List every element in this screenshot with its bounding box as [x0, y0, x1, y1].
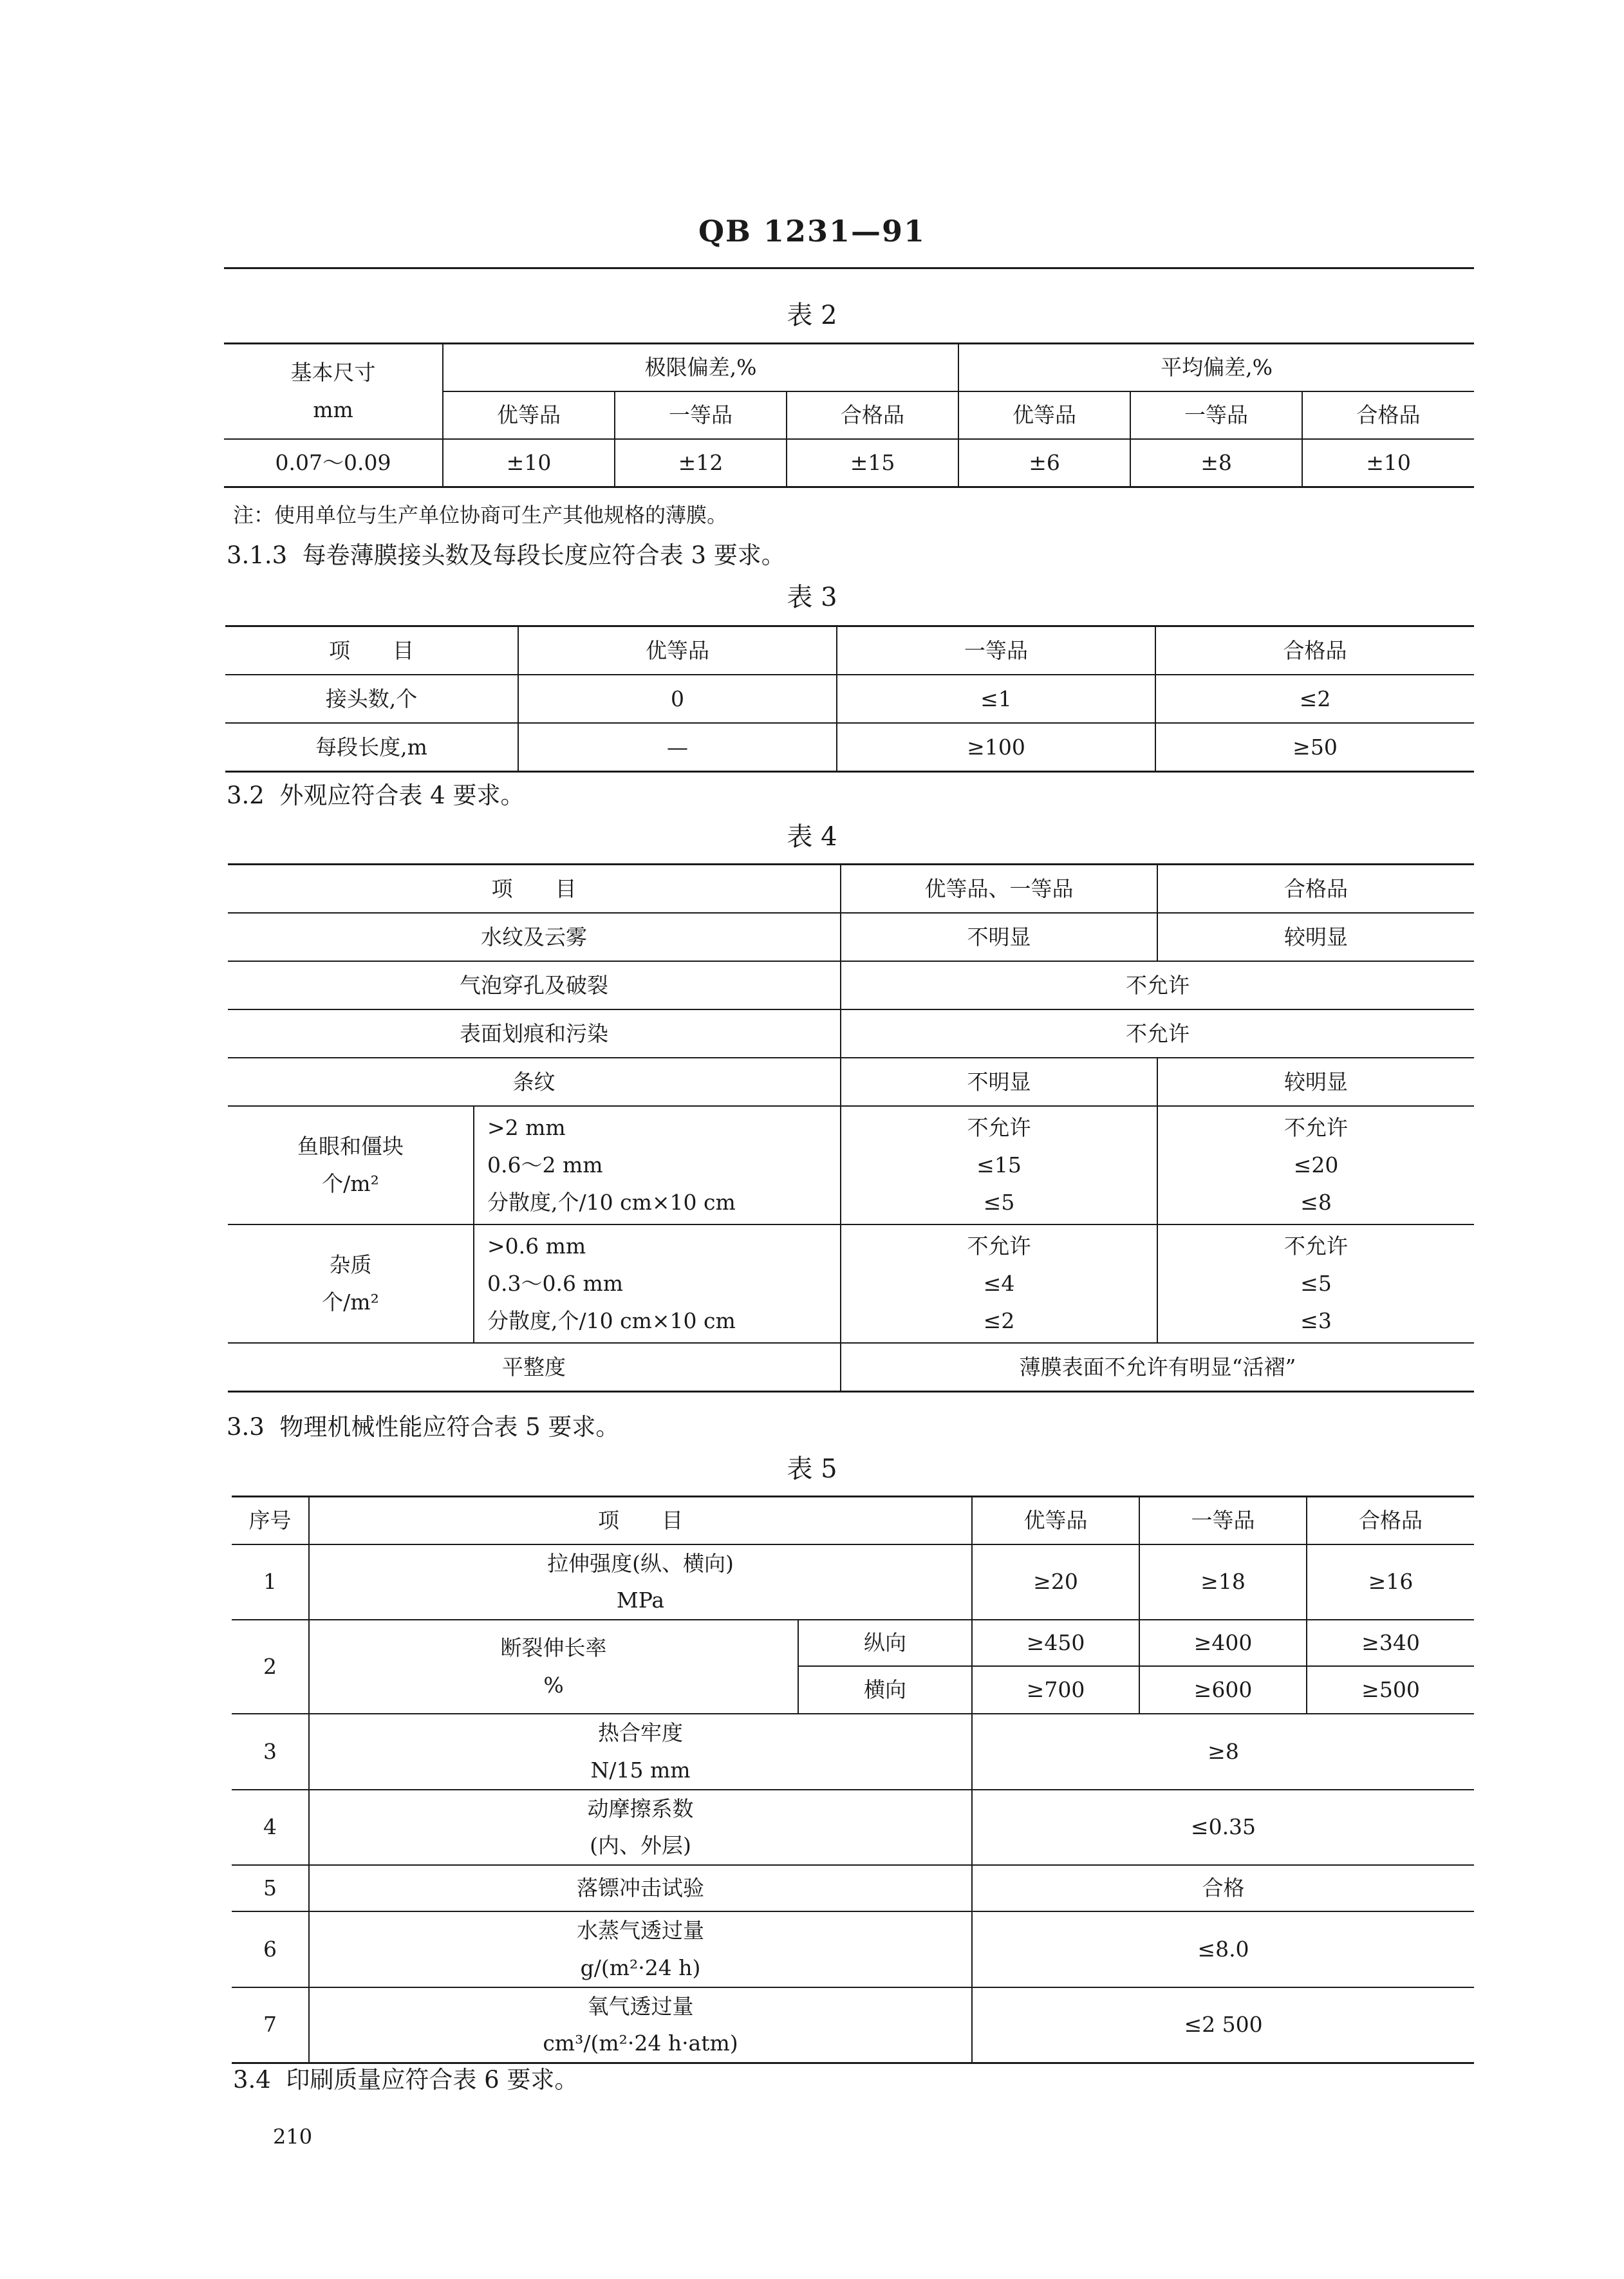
row-number: 6: [232, 1911, 309, 1987]
table-row: [224, 439, 1474, 487]
table2-avg-header: 平均偏差,%: [958, 344, 1474, 392]
table4-impurity-label: [228, 1224, 474, 1343]
row-number: 4: [232, 1790, 309, 1866]
value: 不允许: [1284, 1233, 1348, 1259]
table5-direction: 横向: [798, 1666, 972, 1714]
table4-header-grade: 优等品、一等品: [841, 865, 1157, 914]
item-name: 水蒸气透过量: [577, 1918, 704, 1943]
table3-cell: 每段长度,m: [225, 723, 518, 772]
item-unit: cm³/(m²·24 h·atm): [543, 2030, 738, 2056]
table2-grade-header: 优等品: [958, 391, 1130, 439]
section-number: 3.4: [233, 2066, 271, 2094]
table2: [224, 342, 1474, 488]
table3-header-grade: 一等品: [837, 626, 1155, 675]
section-text: 每卷薄膜接头数及每段长度应符合表 3 要求。: [302, 541, 785, 569]
item-unit: N/15 mm: [590, 1757, 691, 1783]
table2-value-cell: ±10: [1302, 439, 1474, 487]
table2-value-cell: ±6: [958, 439, 1130, 487]
table4-item: 气泡穿孔及破裂: [228, 961, 841, 1009]
table5-value: ≥8: [972, 1714, 1474, 1790]
table3-cell: —: [518, 723, 837, 772]
row-number: 7: [232, 1987, 309, 2063]
table-row: [225, 675, 1474, 723]
table3-caption: 表 3: [787, 583, 837, 612]
table-row: [228, 1343, 1474, 1392]
table-row: [228, 1224, 1474, 1343]
table5-value: ≥18: [1139, 1544, 1307, 1620]
table-row: [232, 1911, 1474, 1987]
section-text: 印刷质量应符合表 6 要求。: [286, 2066, 579, 2094]
table-row: [232, 1865, 1474, 1911]
table3-cell: 0: [518, 675, 837, 723]
subitem: 0.6～2 mm: [487, 1152, 603, 1178]
value: ≤8: [1300, 1189, 1332, 1215]
item-name: 拉伸强度(纵、横向): [547, 1550, 734, 1576]
table2-grade-header: 一等品: [1130, 391, 1302, 439]
table5-value: ≤8.0: [972, 1911, 1474, 1987]
table3: [225, 625, 1474, 773]
page-number: 210: [273, 2124, 313, 2149]
table3-header-grade: 优等品: [518, 626, 837, 675]
table4-cell: 不允许: [841, 1009, 1474, 1058]
row-number: 3: [232, 1714, 309, 1790]
standard-code: QB 1231—91: [698, 214, 926, 249]
table4-caption: 表 4: [787, 822, 837, 852]
table5-item: [309, 1987, 972, 2063]
table4-cell: 不允许: [841, 961, 1474, 1009]
table2-note: 注：使用单位与生产单位协商可生产其他规格的薄膜。: [233, 503, 728, 527]
table4-impurity-grade-b: [1157, 1224, 1474, 1343]
header-rule: [224, 267, 1474, 269]
table-row: [232, 1714, 1474, 1790]
table3-cell: ≤2: [1155, 675, 1474, 723]
section-3-1-3: [227, 536, 785, 570]
table-row: [228, 913, 1474, 961]
table5-value: ≥340: [1307, 1620, 1474, 1666]
table5-value: ≤2 500: [972, 1987, 1474, 2063]
table2-limit-header: 极限偏差,%: [443, 344, 958, 392]
table4-cell: 薄膜表面不允许有明显“活褶”: [841, 1343, 1474, 1392]
table5-header-no: 序号: [232, 1497, 309, 1544]
row-number: 1: [232, 1544, 309, 1620]
table2-value-cell: ±15: [787, 439, 958, 487]
section-3-2: [227, 776, 524, 811]
table3-cell: ≥50: [1155, 723, 1474, 772]
subitem: >2 mm: [487, 1115, 566, 1141]
table4-item: 条纹: [228, 1058, 841, 1106]
section-3-3: [227, 1407, 619, 1442]
table4-fisheye-grade-b: [1157, 1106, 1474, 1224]
table5-header-grade: 优等品: [972, 1497, 1139, 1544]
item-name: 热合牢度: [598, 1720, 683, 1745]
table4-item: 平整度: [228, 1343, 841, 1392]
table4-cell: 不明显: [841, 913, 1157, 961]
value: ≤4: [983, 1271, 1015, 1297]
table2-size-cell: 0.07～0.09: [224, 439, 443, 487]
table5-value: ≥20: [972, 1544, 1139, 1620]
value: ≤15: [976, 1152, 1022, 1178]
value: ≤2: [983, 1308, 1015, 1333]
table5-item: [309, 1544, 972, 1620]
table4-header-grade: 合格品: [1157, 865, 1474, 914]
table4-cell: 较明显: [1157, 1058, 1474, 1106]
table5-value: ≥500: [1307, 1666, 1474, 1714]
row-number: 5: [232, 1865, 309, 1911]
value: 不允许: [1284, 1115, 1348, 1141]
subitem: >0.6 mm: [487, 1233, 586, 1259]
table4-fisheye-subitems: [474, 1106, 841, 1224]
table4-cell: 不明显: [841, 1058, 1157, 1106]
table5-value: ≥600: [1139, 1666, 1307, 1714]
section-text: 外观应符合表 4 要求。: [279, 782, 525, 809]
table5-header-grade: 一等品: [1139, 1497, 1307, 1544]
value: 不允许: [967, 1115, 1031, 1141]
table2-base-size-unit: mm: [313, 397, 353, 422]
table2-value-cell: ±12: [615, 439, 787, 487]
section-number: 3.2: [227, 782, 265, 809]
item-unit: MPa: [616, 1588, 665, 1613]
table5-item: [309, 1714, 972, 1790]
table5-item: [309, 1620, 798, 1714]
value: ≤20: [1293, 1152, 1339, 1178]
table4-impurity-grade-a: [841, 1224, 1157, 1343]
table5-value: ≥700: [972, 1666, 1139, 1714]
table5: [232, 1496, 1474, 2064]
impurity-label-text: 杂质: [329, 1252, 372, 1278]
item-name: 氧气透过量: [587, 1993, 694, 2019]
table2-grade-header: 一等品: [615, 391, 787, 439]
table5-item: [309, 1911, 972, 1987]
table-row: [228, 1106, 1474, 1224]
table5-value: ≤0.35: [972, 1790, 1474, 1866]
table5-value: 合格: [972, 1865, 1474, 1911]
table2-grade-header: 合格品: [1302, 391, 1474, 439]
section-number: 3.3: [227, 1413, 265, 1441]
item-unit: g/(m²·24 h): [580, 1955, 701, 1980]
table5-header-item: 项 目: [309, 1497, 972, 1544]
section-number: 3.1.3: [227, 541, 288, 569]
table4-item: 表面划痕和污染: [228, 1009, 841, 1058]
table5-value: ≥450: [972, 1620, 1139, 1666]
row-number: 2: [232, 1620, 309, 1714]
item-unit: %: [543, 1673, 564, 1698]
table3-cell: ≤1: [837, 675, 1155, 723]
table2-caption: 表 2: [787, 301, 837, 330]
table4-header-item: 项 目: [228, 865, 841, 914]
table2-base-size-label: 基本尺寸: [290, 360, 376, 386]
table-row: [225, 723, 1474, 772]
table2-value-cell: ±10: [443, 439, 615, 487]
table2-grade-header: 合格品: [787, 391, 958, 439]
item-name: 断裂伸长率: [500, 1635, 607, 1661]
value: ≤3: [1300, 1308, 1332, 1333]
table2-base-size-header: [224, 344, 443, 440]
impurity-label-unit: 个/m²: [322, 1290, 379, 1315]
fisheye-label-unit: 个/m²: [322, 1171, 379, 1196]
table2-value-cell: ±8: [1130, 439, 1302, 487]
table4-fisheye-label: [228, 1106, 474, 1224]
section-text: 物理机械性能应符合表 5 要求。: [279, 1413, 620, 1441]
item-name: 动摩擦系数: [587, 1796, 694, 1821]
value: 不允许: [967, 1233, 1031, 1259]
table-row: [232, 1544, 1474, 1620]
table4: [228, 863, 1474, 1393]
table-row: [228, 961, 1474, 1009]
table4-cell: 较明显: [1157, 913, 1474, 961]
subitem: 分散度,个/10 cm×10 cm: [487, 1189, 736, 1215]
value: ≤5: [1300, 1271, 1332, 1297]
table4-item: 水纹及云雾: [228, 913, 841, 961]
table3-cell: 接头数,个: [225, 675, 518, 723]
table4-impurity-subitems: [474, 1224, 841, 1343]
table3-header-grade: 合格品: [1155, 626, 1474, 675]
table5-item: [309, 1790, 972, 1866]
table5-item: 落镖冲击试验: [309, 1865, 972, 1911]
table5-value: ≥400: [1139, 1620, 1307, 1666]
table5-header-grade: 合格品: [1307, 1497, 1474, 1544]
subitem: 0.3～0.6 mm: [487, 1271, 624, 1297]
table3-cell: ≥100: [837, 723, 1155, 772]
section-3-4: [233, 2060, 578, 2095]
subitem: 分散度,个/10 cm×10 cm: [487, 1308, 736, 1333]
fisheye-label-text: 鱼眼和僵块: [297, 1134, 404, 1159]
table2-grade-header: 优等品: [443, 391, 615, 439]
table5-caption: 表 5: [787, 1454, 837, 1484]
table3-header-item: 项 目: [225, 626, 518, 675]
table4-fisheye-grade-a: [841, 1106, 1157, 1224]
table-row: [228, 1058, 1474, 1106]
table-row: [232, 1987, 1474, 2063]
value: ≤5: [983, 1189, 1015, 1215]
table-row: [232, 1620, 1474, 1666]
table-row: [232, 1790, 1474, 1866]
item-unit: (内、外层): [590, 1833, 691, 1859]
table-row: [228, 1009, 1474, 1058]
table5-direction: 纵向: [798, 1620, 972, 1666]
table5-value: ≥16: [1307, 1544, 1474, 1620]
